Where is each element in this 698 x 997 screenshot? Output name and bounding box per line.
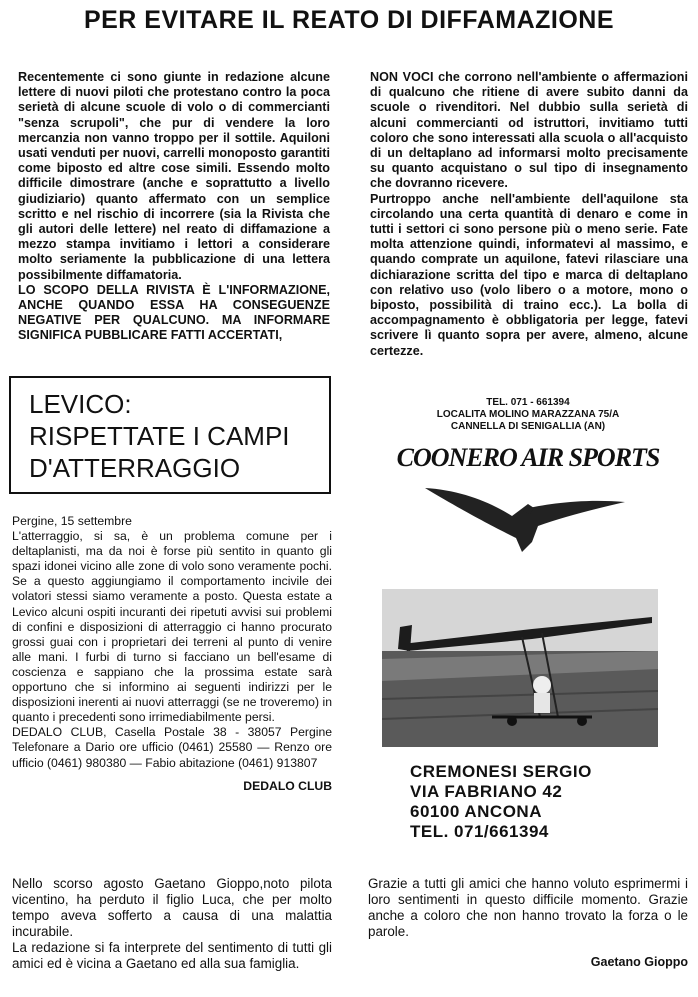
ad-brand-logo: COONERO AIR SPORTS [396,443,660,472]
obituary-left-paragraph-1: Nello scorso agosto Gaetano Gioppo,noto pilota vicentino, ha perduto il figlio Luca, che per molto tempo aveva sofferto a causa di una malattia incurabile. [12,876,332,939]
levico-title-line-1: LEVICO: [29,389,132,419]
editorial-left-column [18,70,330,344]
levico-article [12,514,332,794]
levico-dateline: Pergine, 15 settembre [12,514,132,528]
editorial-right-column [370,70,688,359]
ad-address-1: LOCALITA MOLINO MARAZZANA 75/A [436,409,620,420]
levico-title-line-2: RISPETTATE I CAMPI [29,421,290,451]
obituary-right-paragraph: Grazie a tutti gli amici che hanno voluto esprimermi i loro sentimenti in questo difficile momento. Grazie anche a coloro che non hanno trovato la forza o le parole. [368,876,688,939]
obituary-right [368,876,688,970]
ad-address-2: CANNELLA DI SENIGALLIA (AN) [450,421,606,432]
page-headline: PER EVITARE IL REATO DI DIFFAMAZIONE [83,6,615,34]
obituary-left [12,876,332,972]
ad-bottom-tel: TEL. 071/661394 [410,822,549,841]
ad-bottom-street: VIA FABRIANO 42 [410,782,563,801]
editorial-right-paragraph-1: NON VOCI che corrono nell'ambiente o affermazioni di qualcuno che ritiene di avere subito danni da scuole o rivenditori. Nel dubbio sulla serietà di alcuni commercianti od istruttori, invitiamo tutti coloro che sono interessati alla scuola o all'acquisto di un deltaplano ad informarsi molto precisamente su quanto acquistano o sul tipo di insegnamento che dovranno ricevere. [370,70,688,191]
levico-signature: DEDALO CLUB [243,778,332,793]
ad-bottom [410,762,670,842]
ad-top [383,397,673,473]
ultralight-aircraft-icon [382,589,658,747]
eagle-icon [420,480,630,555]
obituary-left-paragraph-2: La redazione si fa interprete del sentimento di tutti gli amici ed è vicina a Gaetano ed alla sua famiglia. [12,940,332,971]
ad-bottom-name: CREMONESI SERGIO [410,762,592,781]
editorial-right-paragraph-2: Purtroppo anche nell'ambiente dell'aquilone sta circolando una certa quantità di denaro e come in tutti i settori ci sono persone più o meno serie. Fate molta attenzione quindi, informatevi al massimo, e quando comprate un aquilone, fatevi rilasciare una dichiarazione scritta del tipo e marca di deltaplano con relativo uso (volo libero o a motore, mono o biposto, possibilità di traino ecc.). La bolla di accompagnamento è obbligatoria per legge, fatevi scrivere lì quanto sopra per avere, almeno, alcune certezze. [370,191,688,358]
levico-title-box [9,376,331,494]
editorial-left-paragraph: Recentemente ci sono giunte in redazione alcune lettere di nuovi piloti che protestano contro la poca serietà di alcune scuole di volo o di commercianti "senza scrupoli", che pur di vendere la loro mercanzia non vanno troppo per il sottile. Aquiloni usati venduti per nuovi, carrelli monoposto garantiti come biposto ed altre cose simili. Essendo molto difficile dimostrare (anche e soprattutto a livello giudiziario) quanto affermato con un semplice scritto e nel rischio di incorrere (sia la Rivista che gli autori delle lettere) nel reato di diffamazione a mezzo stampa invitiamo i lettori a considerare molto seriamente la pubblicazione di una lettera possibilmente diffamatoria. [18,70,330,282]
ad-bottom-city: 60100 ANCONA [410,802,542,821]
levico-title-line-3: D'ATTERRAGGIO [29,453,241,483]
ad-tel: TEL. 071 - 661394 [486,397,570,408]
editorial-left-caps: LO SCOPO DELLA RIVISTA È L'INFORMAZIONE, ANCHE QUANDO ESSA HA CONSEGUENZE NEGATIVE PER QUALCUNO. MA INFORMARE SIGNIFICA PUBBLICARE FATTI ACCERTATI, [18,282,330,343]
ultralight-photo [382,589,658,747]
levico-body: L'atterraggio, si sa, è un problema comune per i deltaplanisti, ma da noi è forse più sentito in quanto gli spazi idonei vicino alle zone di volo sono veramente pochi. Se a questo aggiungiamo il comportamento incivile dei volatori stessi siamo veramente a posto. Questa estate a Levico alcuni ospiti incuranti dei ripetuti avvisi sui problemi di confini e disposizioni di atterraggio ci hanno procurato grossi guai con i proprietari dei terreni al punto di venire alle mani. I furbi di turno si facciano un bell'esame di coscienza e sappiano che la prossima estate sarà opportuno che si informino ai seguenti indirizzi per le disposizioni inerenti ai nuovi atterraggi (se ne troveremo) in quanto i precedenti sono irrimediabilmente persi. [12,529,332,725]
obituary-signature: Gaetano Gioppo [590,955,688,969]
levico-contact: DEDALO CLUB, Casella Postale 38 - 38057 Pergine Telefonare a Dario ore ufficio (0461) 25580 — Renzo ore ufficio (0461) 980380 — Fabio abitazione (0461) 913807 [12,725,332,770]
